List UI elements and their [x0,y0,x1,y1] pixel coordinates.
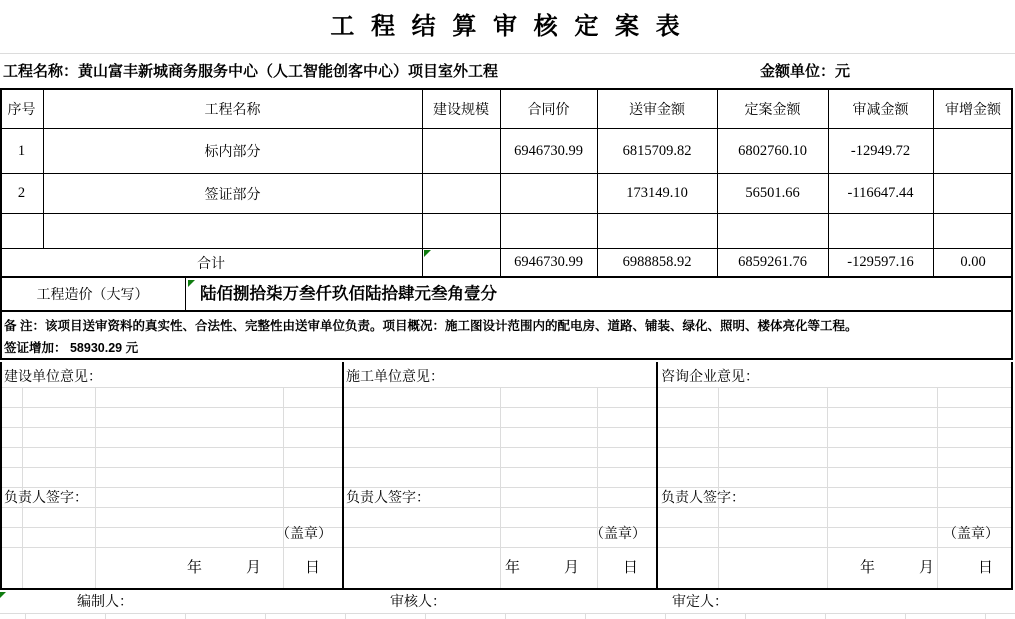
faint-grid-line [265,614,266,619]
table-cell[interactable]: -12949.72 [850,142,911,159]
date-month: 月 [245,558,261,576]
opinion-label-owner[interactable]: 建设单位意见： [4,368,102,384]
faint-grid-line [25,614,26,619]
table-cell[interactable]: 2 [17,185,26,201]
table-cell[interactable]: 56501.66 [745,185,800,201]
faint-grid-line [825,614,826,619]
faint-grid-line [585,614,586,619]
header-decrease[interactable]: 审减金额 [852,101,909,117]
table-cell[interactable]: 签证部分 [204,185,261,202]
table-cell[interactable] [0,214,43,248]
faint-grid-line [0,53,1015,54]
table-cell[interactable]: 173149.10 [626,185,688,201]
project-name-cell[interactable]: 工程名称：黄山富丰新城商务服务中心（人工智能创客中心）项目室外工程 [3,63,499,80]
sign-label: 负责人签字： [661,489,745,505]
total-cell[interactable]: 0.00 [960,254,986,270]
faint-grid-line [505,614,506,619]
grid-line [185,278,186,310]
footer-row [0,590,1015,614]
header-increase[interactable]: 审增金额 [945,101,1001,117]
date-day: 日 [622,558,638,576]
table-cell[interactable]: 6802760.10 [738,142,807,159]
amount-words-label[interactable]: 工程造价（大写） [36,286,149,302]
header-seq[interactable]: 序号 [7,101,36,117]
faint-grid-line [745,614,746,619]
total-cell[interactable]: 6988858.92 [622,254,692,270]
faint-grid-line [665,614,666,619]
table-cell[interactable] [422,174,500,213]
faint-grid-line [425,614,426,619]
header-name[interactable]: 工程名称 [204,101,261,117]
date-row [344,554,652,578]
seal-label: （盖章） [590,525,646,541]
faint-grid-line [2,487,1011,488]
header-final[interactable]: 定案金额 [744,101,801,117]
main-table [0,88,1015,278]
header-scale[interactable]: 建设规模 [433,101,489,117]
opinion-label-contractor[interactable]: 施工单位意见： [346,368,444,384]
header-contract[interactable]: 合同价 [527,101,570,117]
faint-grid-line [905,614,906,619]
table-border [1011,362,1013,590]
remarks-block[interactable] [0,312,1015,360]
table-cell[interactable]: 6815709.82 [622,142,692,159]
table-cell[interactable] [422,129,500,173]
date-day: 日 [977,558,993,576]
total-cell[interactable]: 6946730.99 [514,254,583,270]
total-cell[interactable]: 6859261.76 [738,254,807,270]
faint-grid-line [2,467,1011,468]
faint-grid-line [2,447,1011,448]
table-border [0,312,2,360]
error-indicator-icon [424,250,431,257]
table-border [1011,312,1013,360]
date-row [0,554,334,578]
date-month: 月 [563,558,579,576]
table-cell[interactable] [43,214,422,248]
total-scale-cell[interactable] [422,249,500,276]
sign-label: 负责人签字： [346,489,430,505]
faint-grid-line [185,614,186,619]
sign-label: 负责人签字： [4,489,88,505]
approver-label[interactable]: 审定人： [672,593,728,609]
faint-grid-line [2,547,1011,548]
seal-label: （盖章） [943,525,999,541]
amount-words-row [0,278,1015,312]
faint-grid-line [105,614,106,619]
page-title: 工 程 结 算 审 核 定 案 表 [330,13,685,40]
date-year: 年 [504,558,520,576]
error-indicator-icon [188,280,195,287]
faint-grid-line [345,614,346,619]
date-day: 日 [304,558,320,576]
remarks-line1: 备 注：该项目送审资料的真实性、合法性、完整性由送审单位负责。项目概况：施工图设计范围内的配电房、道路、铺装、绿化、照明、楼体亮化等工程。 [4,319,858,333]
total-label-cell[interactable]: 合计 [197,254,225,271]
error-indicator-icon [0,592,6,598]
remarks-line2: 签证增加： 58930.29 元 [4,341,139,355]
table-cell[interactable]: 1 [17,142,26,159]
table-cell[interactable] [933,174,1013,213]
table-cell[interactable]: 标内部分 [204,143,261,159]
table-border [0,358,1013,360]
table-cell[interactable] [933,129,1013,173]
sheet-partial-row [0,614,1015,619]
unit-label-cell: 金额单位：元 [760,63,851,80]
faint-grid-line [2,507,1011,508]
seal-label: （盖章） [276,525,332,541]
faint-grid-line [2,427,1011,428]
faint-grid-line [2,407,1011,408]
preparer-label[interactable]: 编制人： [77,593,133,609]
date-year: 年 [186,558,202,576]
table-cell[interactable]: -116647.44 [847,185,914,201]
date-month: 月 [918,558,934,576]
opinions-area [0,362,1015,590]
table-cell[interactable] [500,174,597,213]
total-cell[interactable]: -129597.16 [847,254,914,270]
amount-words-value[interactable]: 陆佰捌拾柒万叁仟玖佰陆拾肆元叁角壹分 [200,285,497,303]
faint-grid-line [985,614,986,619]
date-row [658,554,1007,578]
table-cell[interactable]: 6946730.99 [514,142,583,159]
faint-grid-line [2,387,1011,388]
date-year: 年 [859,558,875,576]
header-submitted[interactable]: 送审金额 [629,101,685,117]
opinion-label-consultant[interactable]: 咨询企业意见： [661,368,759,384]
table-border [1011,278,1013,312]
reviewer-label[interactable]: 审核人： [390,593,446,609]
